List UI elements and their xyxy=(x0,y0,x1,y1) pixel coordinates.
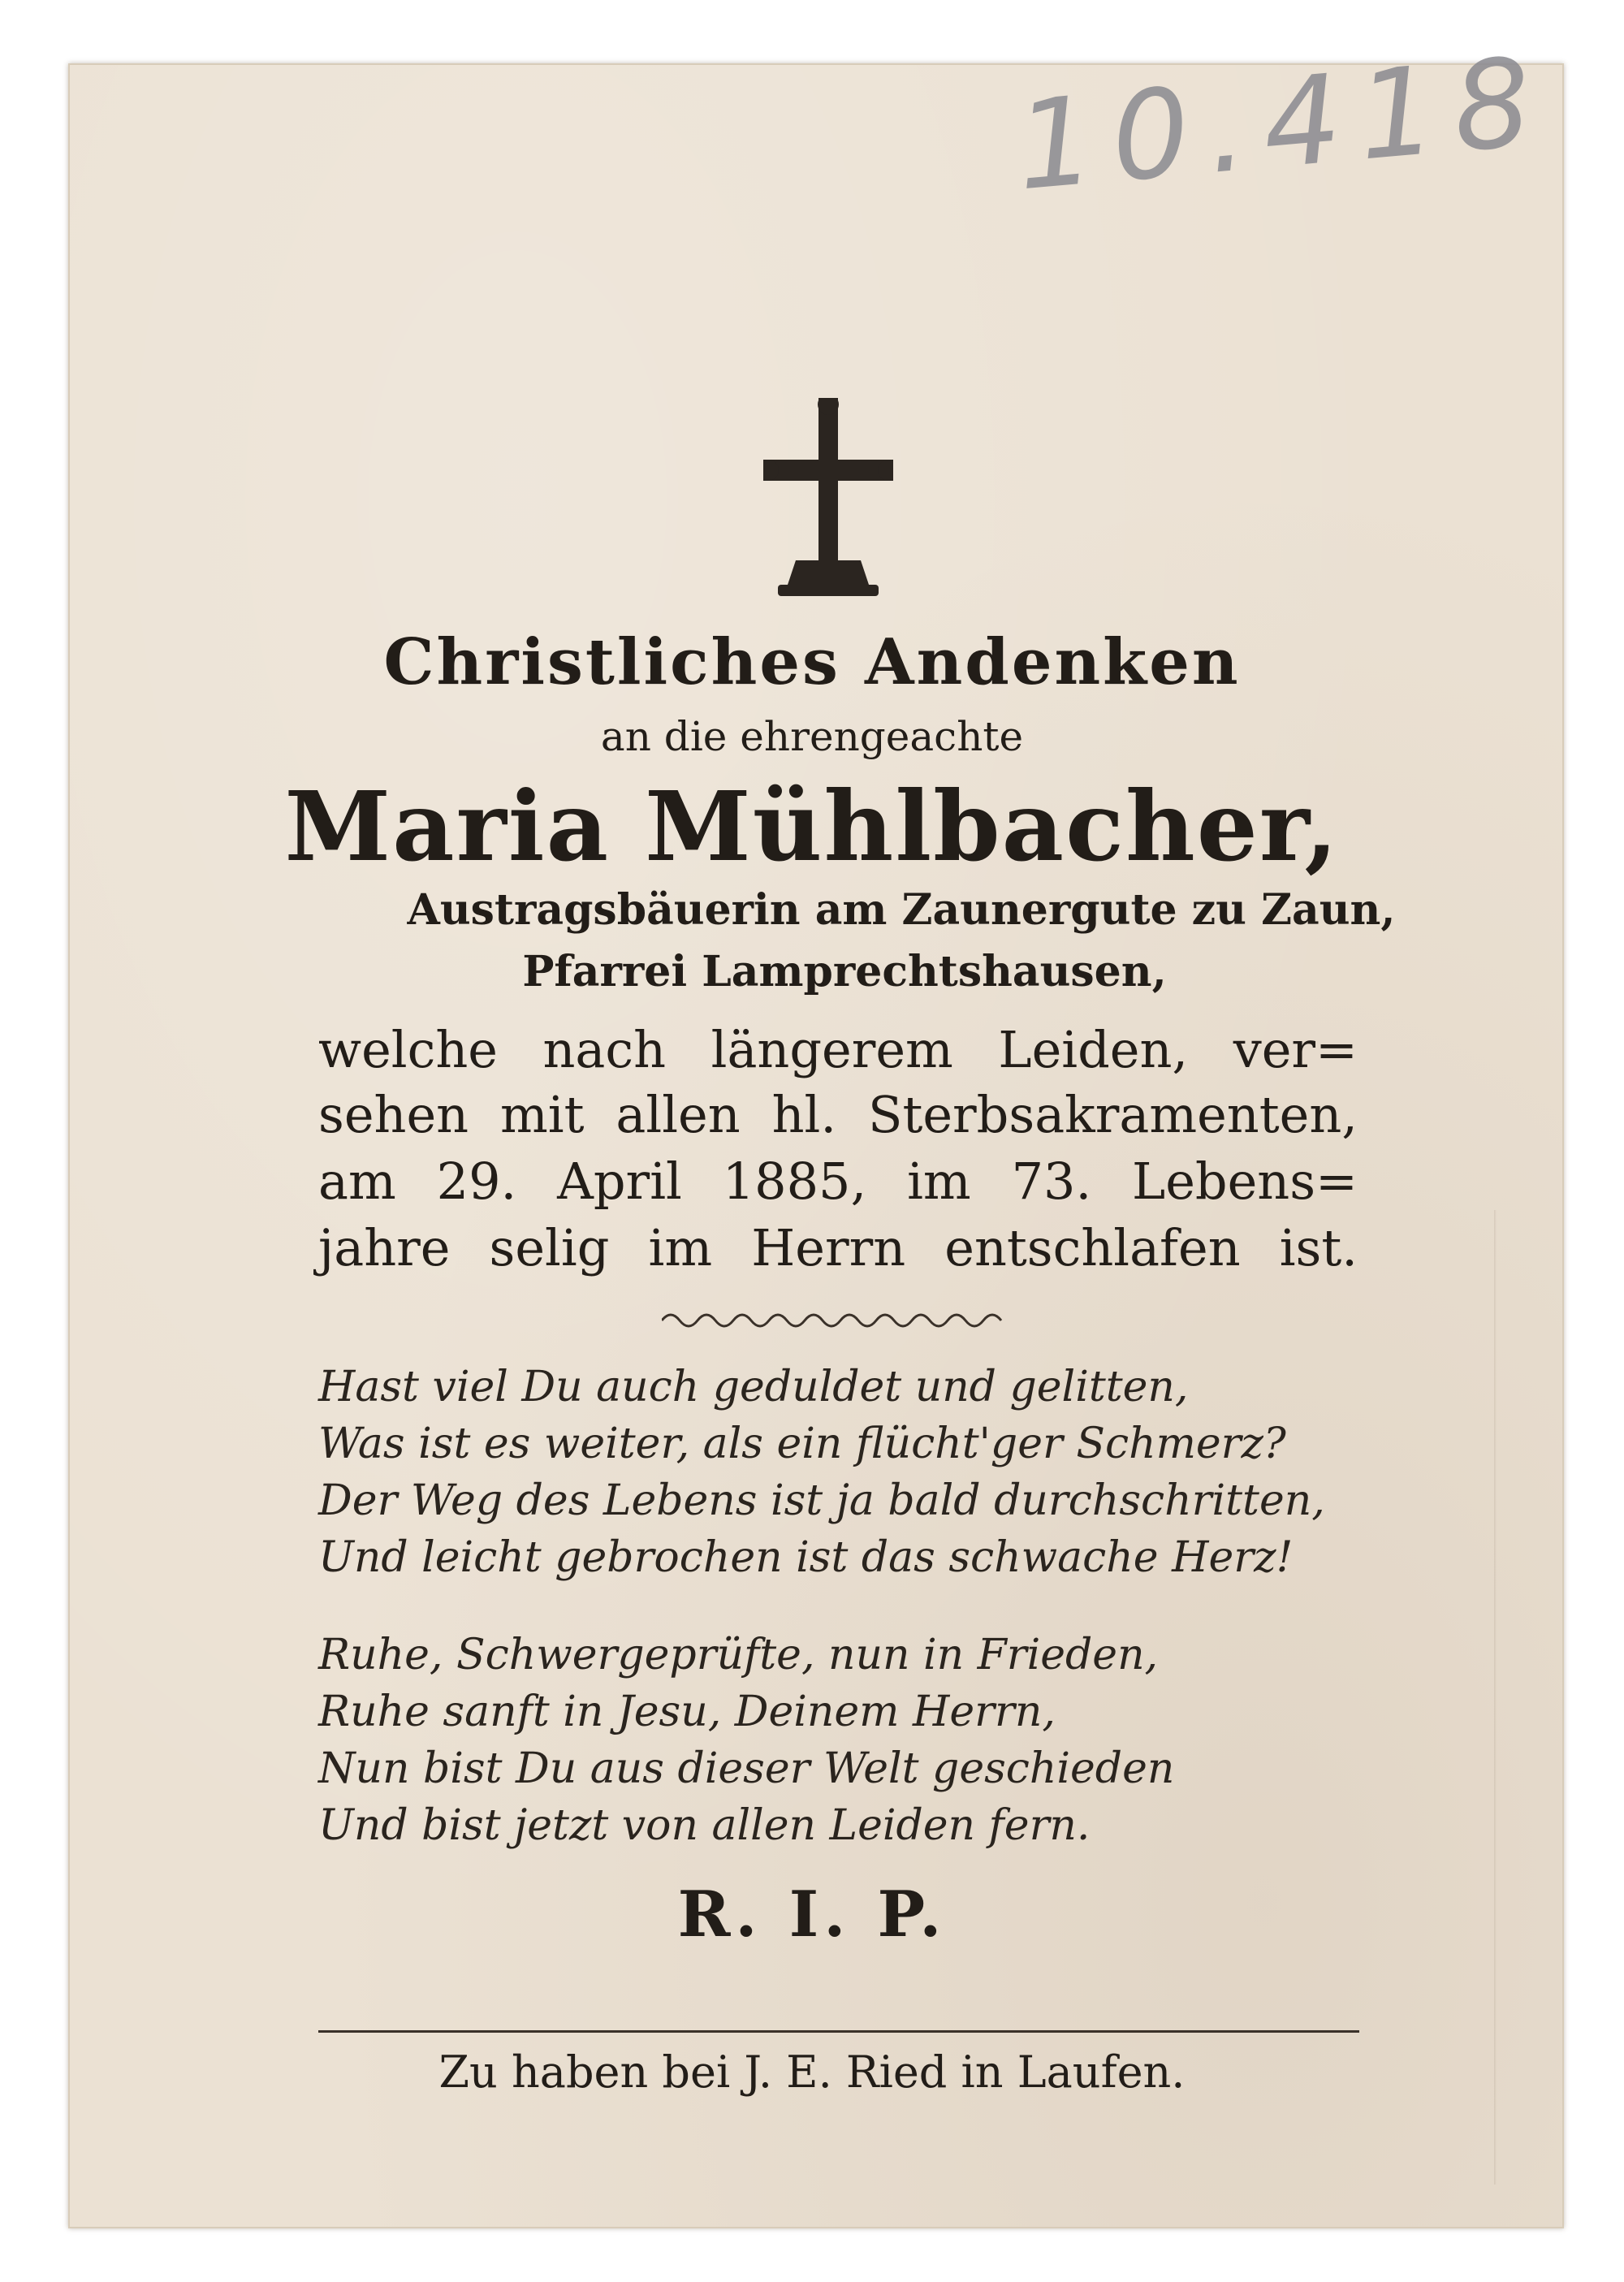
intro-text: an die ehrengeachte xyxy=(600,713,1024,760)
heading: Christliches Andenken xyxy=(383,625,1241,699)
deceased-name: Maria Mühlbacher, xyxy=(284,770,1340,883)
printer-imprint: Zu haben bei J. E. Ried in Laufen. xyxy=(438,2046,1186,2098)
body-line: welche nach längerem Leiden, ver= xyxy=(318,1020,1358,1079)
body-line: jahre selig im Herrn entschlafen ist. xyxy=(318,1218,1358,1277)
ornamental-divider xyxy=(662,1309,1011,1332)
parish: Pfarrei Lamprechtshausen, xyxy=(522,947,1167,996)
verse-line: Und leicht gebrochen ist das schwache Herz! xyxy=(318,1533,1294,1582)
deceased-role: Austragsbäuerin am Zaunergute zu Zaun, xyxy=(407,885,1396,935)
closing-rip: R. I. P. xyxy=(677,1878,947,1951)
cross-icon xyxy=(763,398,893,609)
body-line: am 29. April 1885, im 73. Lebens= xyxy=(318,1152,1358,1211)
verse-line: Ruhe sanft in Jesu, Deinem Herrn, xyxy=(318,1688,1056,1736)
body-line: sehen mit allen hl. Sterbsakramenten, xyxy=(318,1085,1358,1144)
verse-line: Was ist es weiter, als ein flücht'ger Schmerz? xyxy=(318,1420,1286,1468)
verse-line: Und bist jetzt von allen Leiden fern. xyxy=(318,1801,1091,1850)
card-fold-shadow xyxy=(1494,1210,1497,2185)
verse-line: Nun bist Du aus dieser Welt geschieden xyxy=(318,1744,1175,1793)
verse-line: Ruhe, Schwergeprüfte, nun in Frieden, xyxy=(318,1631,1159,1679)
verse-line: Der Weg des Lebens ist ja bald durchschritten, xyxy=(318,1476,1325,1525)
inventory-number: 10.418 xyxy=(1011,30,1555,218)
verse-line: Hast viel Du auch geduldet und gelitten, xyxy=(318,1363,1189,1411)
divider-rule xyxy=(318,2030,1359,2033)
